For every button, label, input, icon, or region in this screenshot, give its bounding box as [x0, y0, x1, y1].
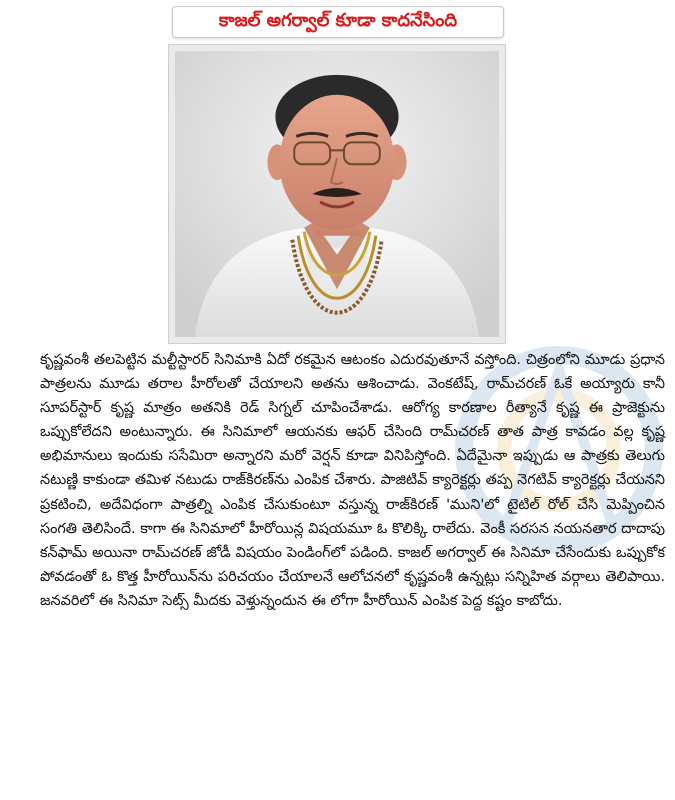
portrait-image — [175, 51, 499, 337]
article-photo — [168, 44, 506, 344]
headline-box — [172, 6, 504, 38]
headline: కాజల్ అగర్వాల్ కూడా కాదనేసింది — [218, 9, 458, 31]
article-paragraph: కృష్ణవంశీ తలపెట్టిన మల్టీస్టారర్ సినిమాకి ఏదో రకమైన ఆటంకం ఎదురవుతూనే వస్తోంది. చిత్రంలోని మూడు ప్రధాన పాత్రలను మూడు తరాల హీరోలతో చేయాలని అతను ఆశించాడు. వెంకటేష్, రామ్‌చరణ్ ఓకే అయ్యారు కానీ సూపర్‌స్టార్ కృష్ణ మాత్రం అతనికి రెడ్ సిగ్నల్ చూపించేశాడు. ఆరోగ్య కారణాల రీత్యానే కృష్ణ ఈ ప్రాజెక్టును ఒప్పుకోలేదని అంటున్నారు. ఈ సినిమాలో ఆయనకు ఆఫర్ చేసింది రామ్‌చరణ్ తాత పాత్ర కావడం వల్ల కృష్ణ అభిమానులు ఇందుకు ససేమిరా అన్నారని మరో వెర్షన్ కూడా వినిపిస్తోంది. ఏదేమైనా ఇప్పుడు ఆ పాత్రకు తెలుగు నటుణ్ణి కాకుండా తమిళ నటుడు రాజ్‌కిరణ్‌ను ఎంపిక చేశారు. పాజిటివ్ క్యారెక్టర్లు తప్ప నెగటివ్ క్యారెక్టర్లు చేయనని ప్రకటించి, అదేవిధంగా పాత్రల్ని ఎంపిక చేసుకుంటూ వస్తున్న రాజ్‌కిరణ్ 'ముని'లో టైటిల్ రోల్ చేసి మెప్పించిన సంగతి తెలిసిందే. కాగా ఈ సినిమాలో హీరోయిన్ల విషయమూ ఓ కొలిక్కి రాలేదు. వెంకీ సరసన నయనతార దాదాపు కన్‌ఫామ్ అయినా రామ్‌చరణ్ జోడీ విషయం పెండింగ్‌లో పడింది. కాజల్ అగర్వాల్ ఈ సినిమా చేసేందుకు ఒప్పుకోక పోవడంతో ఓ కొత్త హీరోయిన్‌ను పరిచయం చేయాలనే ఆలోచనలో కృష్ణవంశీ ఉన్నట్లు సన్నిహిత వర్గాలు తెలిపాయి. జనవరిలో ఈ సినిమా సెట్స్ మీదకు వెళ్తున్నందున ఈ లోగా హీరోయిన్ ఎంపిక పెద్ద కష్టం కాబోదు. — [40, 352, 665, 609]
article-body — [40, 348, 665, 613]
